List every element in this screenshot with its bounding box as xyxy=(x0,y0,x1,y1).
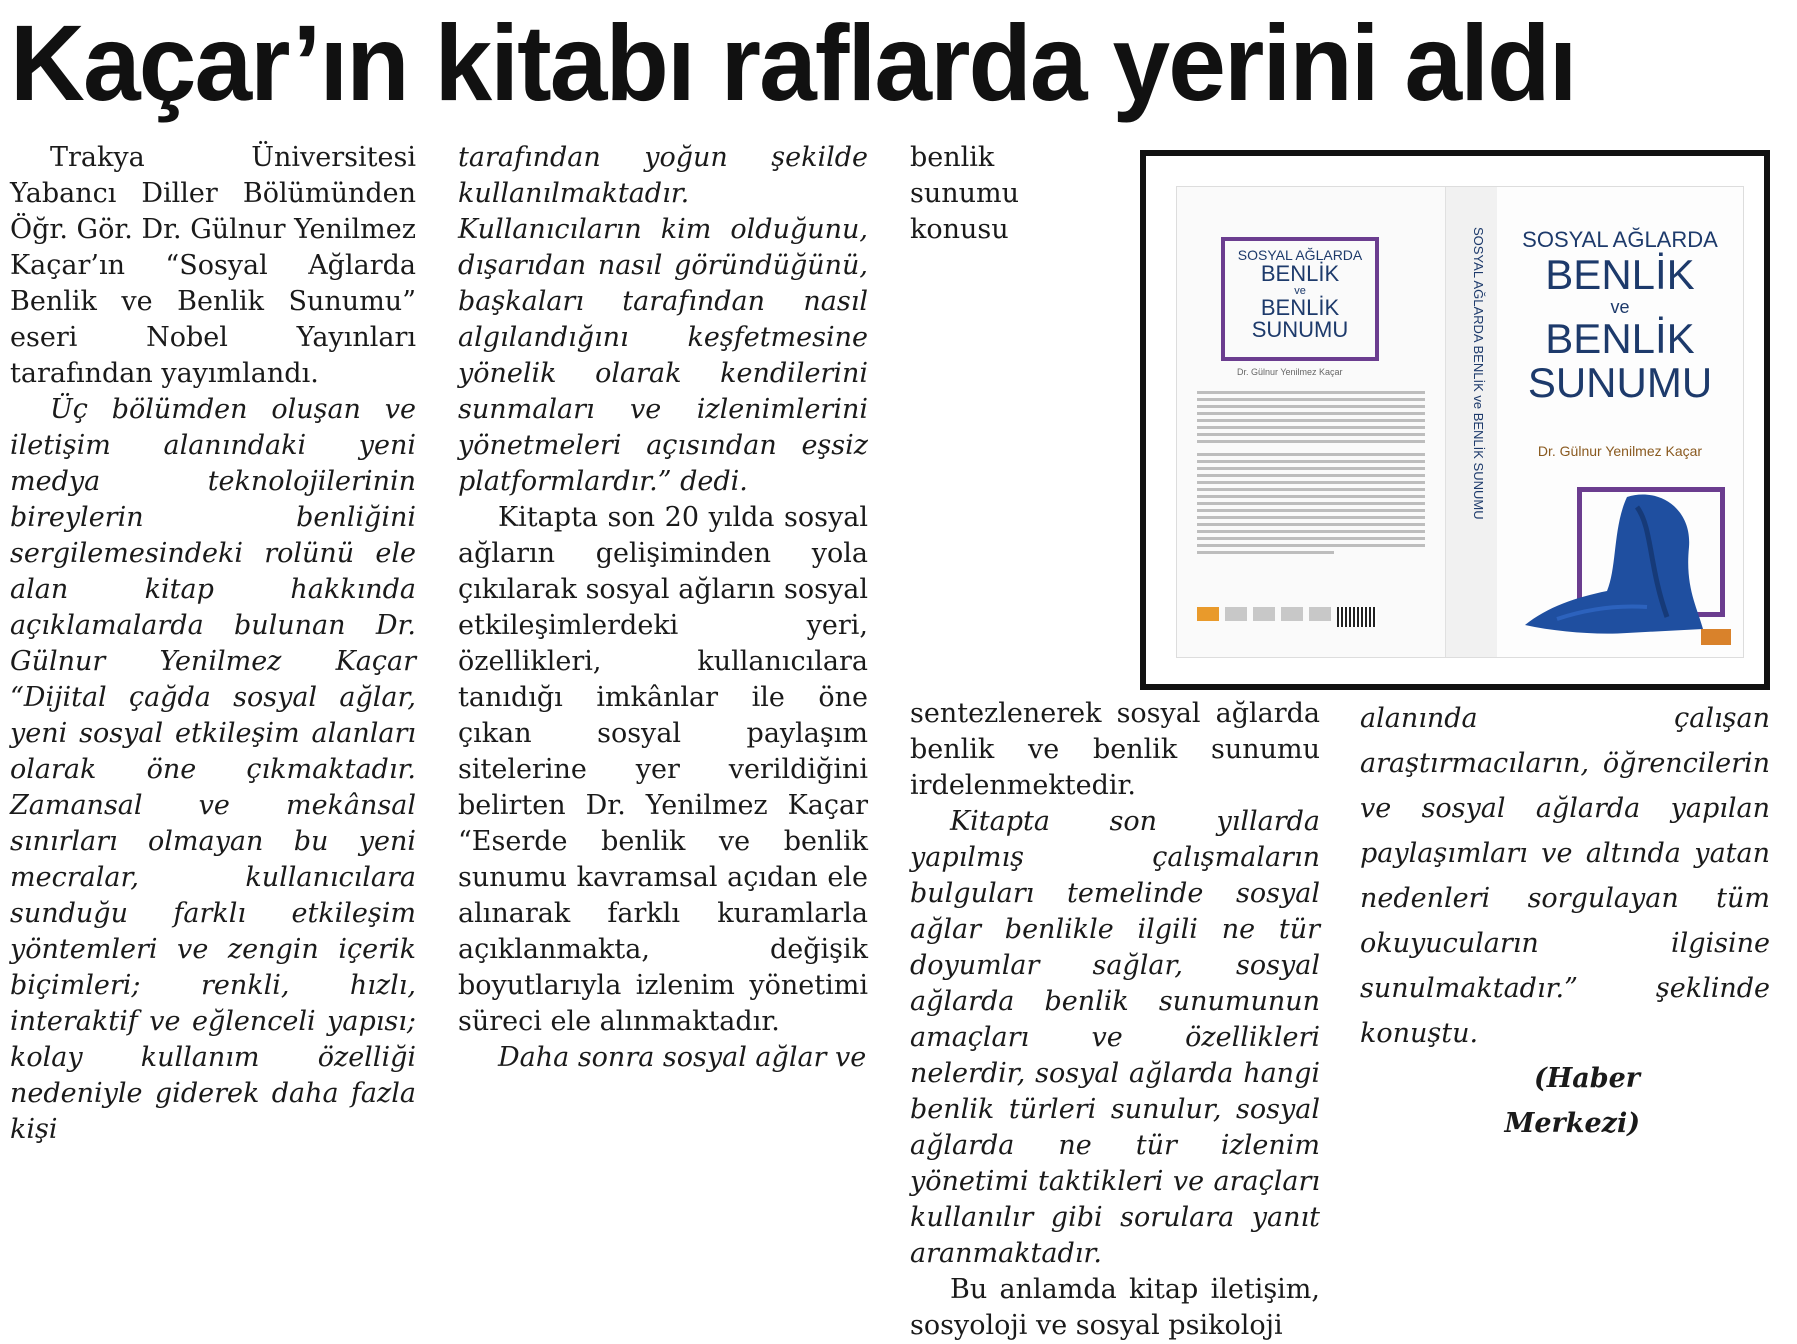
paragraph: tarafından yoğun şekilde kullanılmaktadır. Kullanıcıların kim olduğunu, dışarıdan nasıl göründüğünü, başkaları tarafından nasıl algılandığını keşfetmesine yönelik olarak kendilerini sunmaları ve izlenimlerini yönetmeleri açısından eşsiz platformlardır.” dedi. xyxy=(458,142,868,497)
blue-cloth-icon xyxy=(1517,487,1707,637)
publisher-logo-icon xyxy=(1701,629,1731,645)
social-icon xyxy=(1281,607,1303,621)
back-title-benlik: BENLİK xyxy=(1260,261,1340,286)
social-icon xyxy=(1253,607,1275,621)
paragraph: Trakya Üniversitesi Yabancı Diller Bölümünden Öğr. Gör. Dr. Gülnur Yenilmez Kaçar’ın “Sosyal Ağlarda Benlik ve Benlik Sunumu” eseri Nobel Yayınları tarafından yayımlandı. xyxy=(10,142,416,389)
social-icon xyxy=(1309,607,1331,621)
paragraph: Kitapta son yıllarda yapılmış çalışmaların bulguları temelinde sosyal ağlar benlikle ilgili ne tür doyumlar sağlar, sosyal ağlarda benlik sunumunun amaçları ve özellikleri nelerdir, sosyal ağlarda hangi benlik türleri sunulur, sosyal ağlarda ne tür izlenim yönetimi taktikleri ve araçları kullanılır gibi sorulara yanıt aranmaktadır. xyxy=(910,806,1320,1269)
back-title-ve: ve xyxy=(1294,285,1306,297)
paragraph: Üç bölümden oluşan ve iletişim alanındaki yeni medya teknolojilerinin bireylerin benliğini sergilemesindeki rolünü ele alan kitap hakkında açıklamalarda bulunan Dr. Gülnur Yenilmez Kaçar “Dijital çağda sosyal ağlar, yeni sosyal etkileşim alanları olarak öne çıkmaktadır. Zamansal ve mekânsal sınırları olmayan bu yeni mecralar, kullanıcılara sunduğu farklı etkileşim yöntemleri ve zengin içerik biçimleri; renkli, hızlı, interaktif ve eğlenceli yapısı; kolay kullanım özelliği nedeniyle giderek daha fazla kişi xyxy=(10,394,416,1145)
back-title-sunumu: SUNUMU xyxy=(1251,317,1349,342)
headline: Kaçar’ın kitabı raflarda yerini aldı xyxy=(10,2,1576,123)
front-title-sunumu: SUNUMU xyxy=(1527,359,1713,406)
spine-title: SOSYAL AĞLARDA BENLİK ve BENLİK SUNUMU xyxy=(1471,227,1486,520)
back-logos xyxy=(1197,607,1425,631)
column-2 xyxy=(458,140,868,1076)
front-title xyxy=(1497,227,1743,405)
book-spread xyxy=(1176,186,1744,658)
book-cover-image xyxy=(1140,150,1770,690)
book-spine xyxy=(1445,187,1499,657)
column-4 xyxy=(1360,696,1770,1146)
front-title-line1: SOSYAL AĞLARDA xyxy=(1522,227,1718,252)
book-back-cover xyxy=(1177,187,1445,657)
paragraph: Kitapta son 20 yılda sosyal ağların gelişiminden yola çıkılarak sosyal ağların sosyal etkileşimlerdeki yeri, özellikleri, kullanıcılara tanıdığı imkânlar ile öne çıkan sosyal paylaşım sitelerine yer verildiğini belirten Dr. Yenilmez Kaçar “Eserde benlik ve benlik sunumu kavramsal açıdan ele alınarak farklı kuramlarla açıklanmakta, değişik boyutlarıyla izlenim yönetimi süreci ele alınmaktadır. xyxy=(458,502,868,1037)
social-icon xyxy=(1225,607,1247,621)
barcode-icon xyxy=(1337,607,1377,627)
front-title-ve: ve xyxy=(1610,297,1630,317)
back-blurb-text xyxy=(1197,387,1425,558)
front-title-benlik-2: BENLİK xyxy=(1545,315,1695,362)
front-author: Dr. Gülnur Yenilmez Kaçar xyxy=(1537,443,1703,459)
publisher-logo-icon xyxy=(1197,607,1219,621)
paragraph: Daha sonra sosyal ağlar ve xyxy=(498,1042,867,1073)
paragraph: alanında çalışan araştırmacıların, öğrencilerin ve sosyal ağlarda yapılan paylaşımları ve altında yatan nedenleri sorgulayan tüm okuyucuların ilgisine sunulmaktadır.” şeklinde konuştu. xyxy=(1360,703,1770,1049)
paragraph: Bu anlamda kitap iletişim, sosyoloji ve sosyal psikoloji xyxy=(910,1274,1320,1341)
back-author: Dr. Gülnur Yenilmez Kaçar xyxy=(1237,367,1343,377)
byline: (Haber Merkezi) xyxy=(1504,1063,1640,1139)
back-title-line1: SOSYAL AĞLARDA xyxy=(1237,247,1363,263)
back-title-box xyxy=(1221,237,1379,361)
column-1 xyxy=(10,140,416,1148)
paragraph: benlik sunumu konusu sentezlenerek sosyal ağlarda benlik ve benlik sunumu irdelenmektedir. xyxy=(910,142,1320,801)
front-title-benlik: BENLİK xyxy=(1545,251,1695,298)
back-title-benlik-2: BENLİK xyxy=(1260,295,1340,320)
book-front-cover xyxy=(1497,187,1743,657)
